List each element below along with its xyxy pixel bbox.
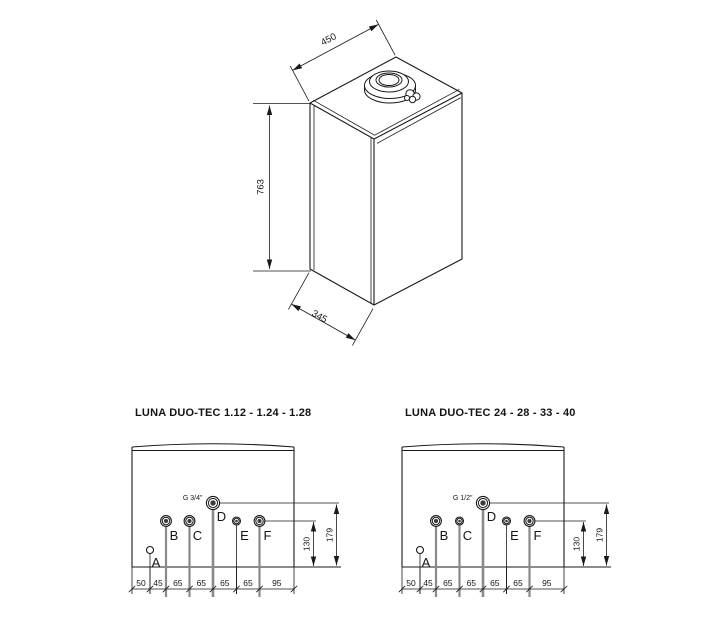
right-connection-f <box>524 516 535 527</box>
isometric-view <box>253 20 462 346</box>
right-connections <box>417 496 535 553</box>
left-label-e: E <box>240 528 249 543</box>
right-connection-e <box>503 517 511 525</box>
left-dim-50: 50 <box>136 578 146 588</box>
right-dim-179: 179 <box>594 527 605 543</box>
left-connection-b <box>161 516 172 527</box>
right-dim-65-3: 65 <box>490 578 500 588</box>
dim-depth-label: 345 <box>309 308 329 326</box>
left-label-f: F <box>263 528 272 543</box>
right-dim-130: 130 <box>571 536 582 552</box>
right-label-c: C <box>462 528 473 543</box>
left-vertical-dims <box>302 505 337 567</box>
right-thread-label: G 1/2" <box>452 495 473 502</box>
right-label-b: B <box>439 528 449 543</box>
left-thread-label: G 3/4" <box>182 495 203 502</box>
left-title: LUNA DUO-TEC 1.12 - 1.24 - 1.28 <box>135 407 312 419</box>
dim-height-763 <box>253 104 311 272</box>
right-dim-65-4: 65 <box>513 578 523 588</box>
right-dim-50: 50 <box>406 578 416 588</box>
right-label-d: D <box>486 509 497 524</box>
left-label-c: C <box>192 528 203 543</box>
right-dim-65-1: 65 <box>443 578 453 588</box>
right-connection-c <box>456 517 464 525</box>
left-connection-c <box>184 516 195 527</box>
left-label-b: B <box>169 528 179 543</box>
left-label-d: D <box>216 509 227 524</box>
left-connection-a <box>147 547 154 554</box>
left-connection-f <box>254 516 265 527</box>
left-dim-65-2: 65 <box>196 578 207 588</box>
left-dim-130: 130 <box>301 536 312 552</box>
right-connection-a <box>417 547 424 554</box>
flue-collar <box>365 71 421 103</box>
right-dim-45: 45 <box>423 578 433 588</box>
left-dim-65-3: 65 <box>220 578 230 588</box>
left-dim-95: 95 <box>272 578 282 588</box>
right-vertical-dims <box>572 505 607 567</box>
bottom-view-right <box>399 407 611 597</box>
left-dim-65-1: 65 <box>173 578 183 588</box>
right-dim-65-2: 65 <box>466 578 477 588</box>
left-connection-d <box>206 496 219 509</box>
dim-depth-345 <box>288 273 373 346</box>
right-connection-b <box>431 516 442 527</box>
flue-clamp <box>405 90 421 103</box>
right-title: LUNA DUO-TEC 24 - 28 - 33 - 40 <box>405 407 576 419</box>
right-label-f: F <box>533 528 542 543</box>
left-dim-65-4: 65 <box>243 578 253 588</box>
right-label-a: A <box>421 555 431 570</box>
left-connections <box>147 496 265 553</box>
left-connection-e <box>233 517 241 525</box>
left-dim-179: 179 <box>324 527 335 543</box>
right-dim-95: 95 <box>542 578 552 588</box>
dim-width-label: 450 <box>319 31 339 49</box>
right-label-e: E <box>510 528 519 543</box>
left-dim-45: 45 <box>153 578 163 588</box>
bottom-view-left <box>129 407 341 597</box>
right-connection-d <box>476 496 489 509</box>
left-label-a: A <box>151 555 161 570</box>
dim-height-label: 763 <box>255 179 267 195</box>
